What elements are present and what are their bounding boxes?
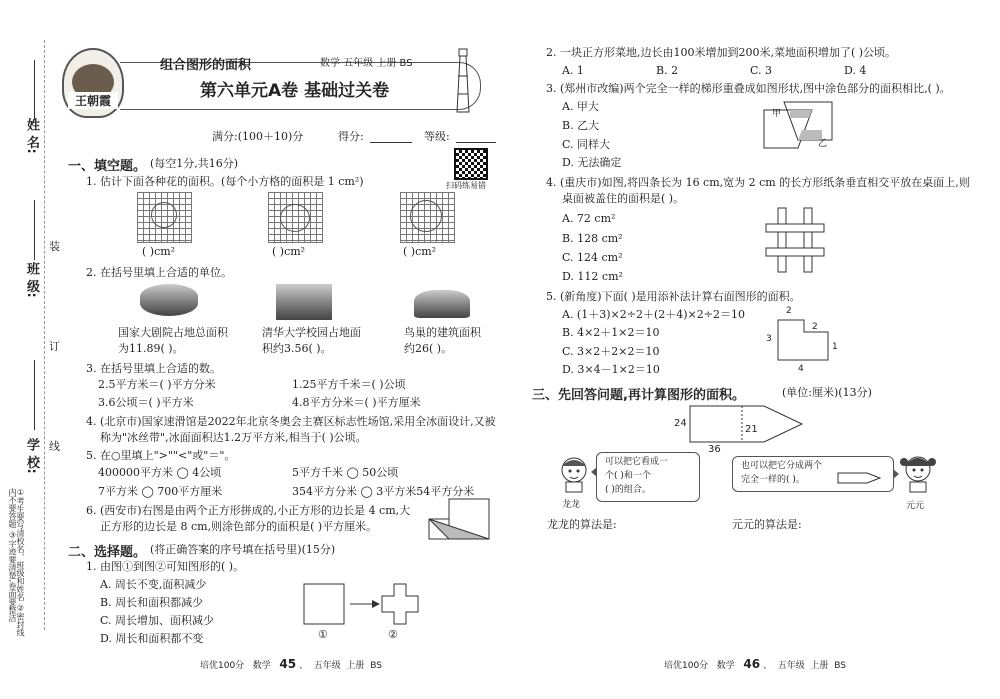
footer-left-brand: 培优100分 [200, 661, 245, 671]
footer-right-volume: 上册 [810, 661, 829, 671]
section1-note: (每空1分,共16分) [150, 157, 239, 170]
figure-label-2: ② [388, 628, 398, 641]
photo-tsinghua-gate [276, 284, 332, 320]
q1-blank-1[interactable]: ( )cm² [142, 245, 176, 258]
school-label: 学 校: [24, 438, 39, 474]
q2-5-option-a[interactable]: A. (1＋3)×2÷2＋(2＋4)×2÷2＝10 [562, 308, 745, 321]
q2-3-option-d[interactable]: D. 无法确定 [562, 156, 622, 169]
q5-item-2[interactable]: 5平方千米 ◯ 50公顷 [292, 466, 399, 479]
algo-yuanyuan: 元元的算法是: [732, 518, 802, 531]
q2-4-option-a[interactable]: A. 72 cm² [562, 212, 616, 225]
grade-label: 等级: [424, 130, 450, 143]
answer-area-yuanyuan[interactable] [732, 540, 932, 640]
answer-area-longlong[interactable] [547, 540, 717, 640]
flower-outline-1 [151, 202, 177, 228]
flower-grid-2 [268, 192, 323, 243]
q1-3-text: 3. 在括号里填上合适的数。 [86, 362, 221, 375]
q2-item1-line1: 国家大剧院占地总面积 [118, 326, 228, 339]
l-shape-dim-left: 3 [766, 334, 772, 344]
q2-5-option-c[interactable]: C. 3×2＋2×2＝10 [562, 345, 660, 358]
q5-item-3[interactable]: 7平方米 ◯ 700平方厘米 [98, 485, 223, 498]
l-shape-dim-right: 1 [832, 342, 838, 352]
speech-bubble-left [596, 452, 700, 502]
algo-longlong: 龙龙的算法是: [547, 518, 617, 531]
figure-label-1: ① [318, 628, 328, 641]
publisher-logo [62, 48, 124, 118]
footer-right-brand: 培优100分 [664, 661, 709, 671]
q2-item3-line2: 约26( )。 [404, 342, 453, 355]
q2-item2-line1: 清华大学校园占地面 [262, 326, 361, 339]
dim-length: 36 [708, 444, 721, 455]
q2-4-line2: 桌面被盖住的面积是( )。 [562, 192, 685, 205]
score-blank[interactable] [370, 142, 412, 143]
q2-4-option-d[interactable]: D. 112 cm² [562, 270, 623, 283]
bubble-right-pentagon-icon [837, 469, 881, 481]
footer-left-subject: 数学 [252, 661, 271, 671]
footer-right-series: BS [834, 661, 846, 671]
flower-outline-3 [410, 200, 442, 232]
bubble-left-line2: 个( )和一个 [605, 471, 651, 481]
cut-label-zhuang: 装 [49, 240, 60, 253]
q2-item3-line1: 鸟巢的建筑面积 [404, 326, 481, 339]
q1-4-line2: 称为"冰丝带",冰面面积达1.2万平方米,相当于( )公顷。 [100, 431, 367, 444]
footer-left: 培优100分 数学 45 、 五年级 上册 BS [200, 657, 382, 671]
cut-label-ding: 订 [49, 340, 60, 353]
edition-label: 数学 五年级 上册 BS [320, 58, 413, 69]
q2-2-text: 2. 一块正方形菜地,边长由100米增加到200米,菜地面积增加了( )公顷。 [546, 46, 897, 59]
grade-blank[interactable] [456, 142, 496, 143]
footer-right: 培优100分 数学 46 、 五年级 上册 BS [664, 657, 846, 671]
q5-item-4[interactable]: 354平方分米 ◯ 3平方米54平方分米 [292, 485, 475, 498]
flower-grid-1 [137, 192, 192, 243]
q2-item2-line2: 积约3.56( )。 [262, 342, 332, 355]
l-shape-figure [776, 318, 832, 362]
notice-text: ①考生要写清校名、班级和姓名 ②密封线内不要答题 ③字迹要清楚,卷面要整洁 [8, 488, 25, 637]
cut-label-xian: 线 [49, 440, 60, 453]
name-longlong: 龙龙 [562, 500, 581, 510]
q2-2-option-a[interactable]: A. 1 [562, 64, 584, 77]
q2-2-option-b[interactable]: B. 2 [656, 64, 679, 77]
q3-item-2: 1.25平方千米＝( )公顷 [292, 378, 406, 391]
name-label: 姓 名: [24, 118, 39, 154]
q3-item-3: 3.6公顷＝( )平方米 [98, 396, 194, 409]
flower-grid-3 [400, 192, 455, 243]
q1-2-text: 2. 在括号里填上合适的单位。 [86, 266, 232, 279]
square-to-cross-figure [302, 582, 422, 628]
section3-note: (单位:厘米)(13分) [782, 386, 872, 399]
subject-topic: 组合图形的面积 [160, 58, 252, 73]
q1-6-line2: 正方形的边长是 8 cm,则涂色部分的面积是( )平方厘米。 [100, 520, 378, 533]
score-label: 得分: [338, 130, 364, 143]
q1-blank-3[interactable]: ( )cm² [403, 245, 437, 258]
bubble-left-text [605, 455, 668, 497]
trapezoid-label-yi: 乙 [818, 139, 828, 149]
photo-birds-nest [414, 290, 470, 318]
q1-1-text: 1. 估计下面各种花的面积。(每个小方格的面积是 1 cm²) [86, 175, 364, 188]
l-shape-dim-top: 2 [786, 306, 792, 316]
q2-2-option-d[interactable]: D. 4 [844, 64, 867, 77]
logo-text: 王朝霞 [68, 92, 118, 109]
dim-height: 24 [674, 418, 687, 429]
section1-heading: 一、填空题。 [68, 159, 147, 174]
trapezoid-label-jia: 甲 [772, 109, 782, 119]
q2-4-option-c[interactable]: C. 124 cm² [562, 251, 623, 264]
footer-right-subject: 数学 [716, 661, 735, 671]
q2-5-option-d[interactable]: D. 3×4－1×2＝10 [562, 363, 660, 376]
bubble-tail-left [591, 467, 597, 477]
bubble-right-line1: 也可以把它分成两个 [741, 461, 823, 471]
dim-middle: 21 [745, 424, 758, 435]
speech-bubble-right [732, 456, 894, 492]
footer-right-grade: 五年级 [777, 661, 805, 671]
footer-left-volume: 上册 [346, 661, 365, 671]
footer-left-grade: 五年级 [313, 661, 341, 671]
section2-heading: 二、选择题。 [68, 545, 147, 560]
q2-1-text: 1. 由图①到图②可知图形的( )。 [86, 560, 245, 573]
name-yuanyuan: 元元 [906, 501, 925, 511]
crossed-strips-figure [764, 206, 826, 274]
bubble-right-text [741, 459, 822, 487]
l-shape-dim-step: 2 [812, 322, 818, 332]
q1-blank-2[interactable]: ( )cm² [272, 245, 306, 258]
footer-left-series: BS [370, 661, 382, 671]
section2-note: (将正确答案的序号填在括号里)(15分) [150, 543, 336, 556]
q2-3-option-c[interactable]: C. 同样大 [562, 138, 611, 151]
q2-2-option-c[interactable]: C. 3 [750, 64, 773, 77]
q5-item-1[interactable]: 400000平方米 ◯ 4公顷 [98, 466, 222, 479]
l-shape-dim-bottom: 4 [798, 364, 804, 374]
q2-3-option-a[interactable]: A. 甲大 [562, 100, 599, 113]
q2-1-option-b[interactable]: B. 周长和面积都减少 [100, 596, 204, 609]
photo-grand-theatre [140, 284, 198, 316]
q3-item-1: 2.5平方米＝( )平方分米 [98, 378, 216, 391]
q2-3-option-b[interactable]: B. 乙大 [562, 119, 600, 132]
q2-4-line1: 4. (重庆市)如图,将四条长为 16 cm,宽为 2 cm 的长方形纸条垂直相交平放在桌面上,则 [546, 176, 970, 189]
girl-yuanyuan-icon [898, 452, 938, 494]
flower-outline-2 [280, 204, 310, 232]
footer-right-page-number: 46 [743, 657, 761, 671]
q2-3-text: 3. (郑州市改编)两个完全一样的梯形重叠成如图形状,图中涂色部分的面积相比,( )。 [546, 82, 951, 95]
class-label: 班 级: [24, 262, 39, 298]
class-write-line [34, 200, 35, 260]
school-write-line [34, 360, 35, 430]
page-title: 第六单元A卷 基础过关卷 [200, 81, 390, 101]
bubble-right-line2: 完全一样的( )。 [741, 475, 805, 485]
name-write-line [34, 60, 35, 120]
bubble-left-line1: 可以把它看成一 [605, 457, 669, 467]
q1-6-line1: 6. (西安市)右图是由两个正方形拼成的,小正方形的边长是 4 cm,大 [86, 504, 411, 517]
q1-5-text: 5. 在○里填上">""<"或"＝"。 [86, 449, 236, 462]
q2-5-text: 5. (新角度)下面( )是用添补法计算右面图形的面积。 [546, 290, 801, 303]
qr-code [454, 148, 488, 180]
full-score: 满分:(100＋10)分 [212, 130, 304, 143]
bubble-left-line3: ( )的组合。 [605, 485, 651, 495]
q2-1-option-a[interactable]: A. 周长不变,面积减少 [100, 578, 207, 591]
q2-item1-line2: 为11.89( )。 [118, 342, 184, 355]
boy-longlong-icon [556, 454, 592, 494]
q2-1-option-c[interactable]: C. 周长增加、面积减少 [100, 614, 215, 627]
footer-left-page-number: 45 [279, 657, 297, 671]
qr-caption: 扫码练易错 [446, 181, 486, 190]
two-squares-figure [428, 498, 494, 540]
q2-5-option-b[interactable]: B. 4×2＋1×2＝10 [562, 326, 660, 339]
binding-dashed-line [44, 40, 45, 630]
q2-1-option-d[interactable]: D. 周长和面积都不变 [100, 632, 204, 645]
section3-heading: 三、先回答问题,再计算图形的面积。 [532, 388, 745, 403]
q1-4-line1: 4. (北京市)国家速滑馆是2022年北京冬奥会主赛区标志性场馆,采用全冰面设计,又被 [86, 415, 496, 428]
q2-4-option-b[interactable]: B. 128 cm² [562, 232, 623, 245]
lighthouse-icon [452, 46, 474, 116]
q3-item-4: 4.8平方分米＝( )平方厘米 [292, 396, 421, 409]
